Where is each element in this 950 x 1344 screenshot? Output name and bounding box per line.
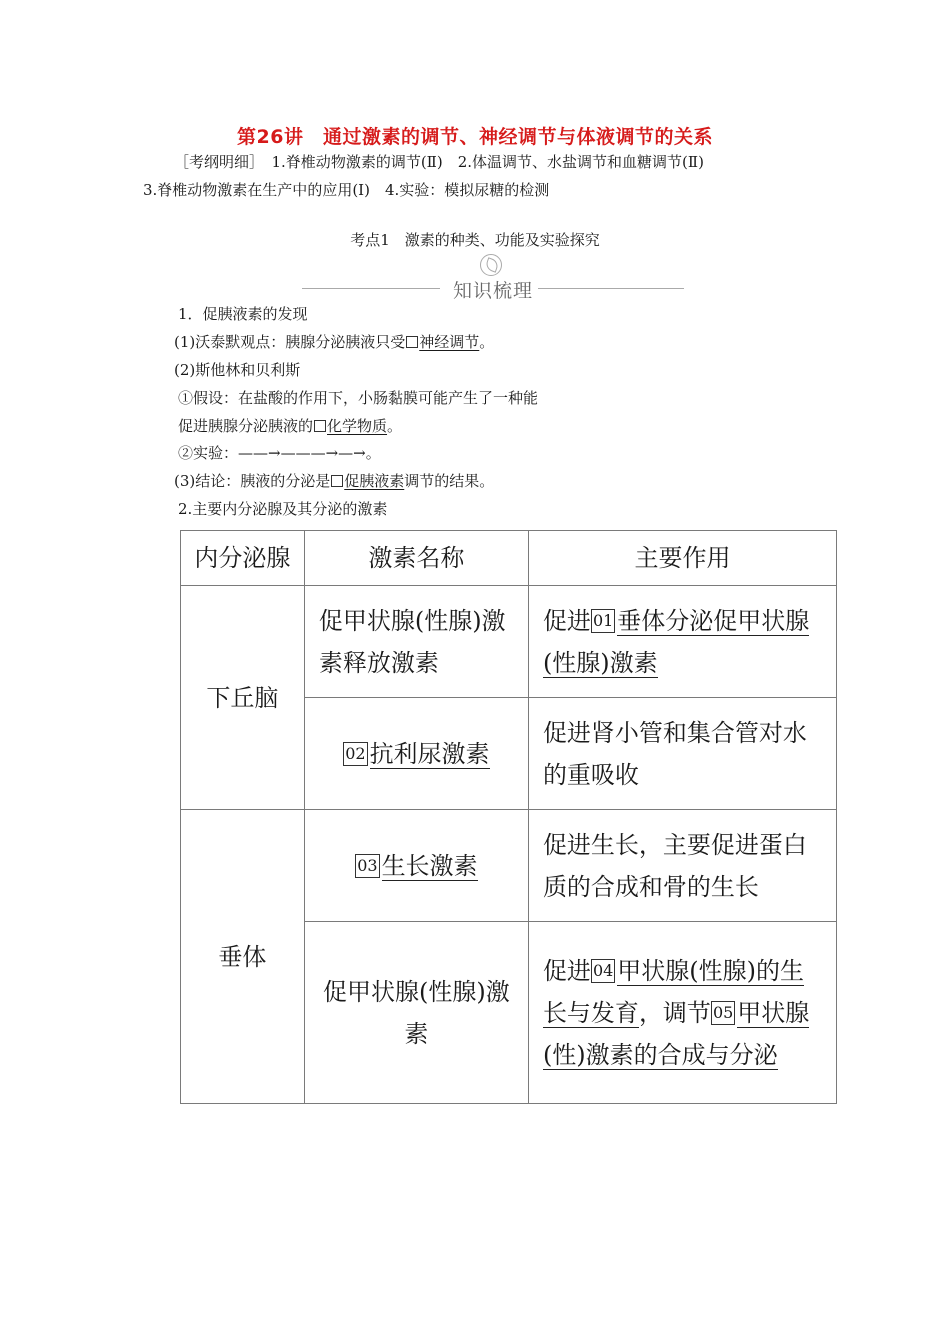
answer-box [331,475,343,487]
para-2 [174,332,494,352]
function-cell [528,586,836,698]
table-row [181,810,837,922]
lecture-title: 第26讲 通过激素的调节、神经调节与体液调节的关系 [237,126,713,148]
blank-number: 02 [343,742,367,766]
hormone-cell: 促甲状腺(性腺)激素 [304,922,528,1104]
hormone-cell: 促甲状腺(性腺)激素释放激素 [304,586,528,698]
para-2-prefix: (1)沃泰默观点：胰腺分泌胰液只受 [174,333,406,351]
func-mid: ，调节 [638,998,711,1027]
para-2-answer: 神经调节 [419,333,480,351]
blank-number: 04 [591,959,615,983]
para-5-answer: 化学物质 [327,417,388,435]
para-5-suffix: 。 [387,417,403,435]
para-1: 1．促胰液素的发现 [178,305,308,323]
function-cell: 促进肾小管和集合管对水的重吸收 [528,698,836,810]
function-cell: 促进生长，主要促进蛋白质的合成和骨的生长 [528,810,836,922]
banner-rule-right [538,288,684,289]
hormone-answer: 生长激素 [381,851,478,880]
table-header-row [181,531,837,586]
hormone-cell [304,698,528,810]
section-heading: 考点1 激素的种类、功能及实验探究 [350,231,600,249]
func-prefix: 促进 [542,956,591,985]
para-2-suffix: 。 [479,333,495,351]
leaf-icon [480,254,502,276]
func-answer: 甲状腺(性)激素的合成与分泌 [542,998,810,1069]
table-row [181,586,837,698]
para-3: (2)斯他林和贝利斯 [174,361,301,379]
func-answer: 甲状腺(性腺)的生长与发育 [542,956,805,1027]
para-6: ②实验：——→———→—→。 [178,444,381,462]
para-4: ①假设：在盐酸的作用下，小肠黏膜可能产生了一种能 [178,389,539,407]
para-7-prefix: (3)结论：胰液的分泌是 [174,472,331,490]
para-7 [174,471,494,491]
hormone-cell [304,810,528,922]
header-gland: 内分泌腺 [181,531,305,586]
gland-hormone-table [180,530,837,1104]
answer-box [406,336,418,348]
header-function: 主要作用 [528,531,836,586]
outline-line-1: ［考纲明细］ 1.脊椎动物激素的调节(Ⅱ) 2.体温调节、水盐调节和血糖调节(Ⅱ) [174,153,704,171]
para-8: 2.主要内分泌腺及其分泌的激素 [178,500,388,518]
func-answer: 垂体分泌促甲状腺(性腺)激素 [542,606,810,677]
blank-number: 05 [711,1001,735,1025]
blank-number: 03 [355,854,379,878]
function-cell [528,922,836,1104]
para-7-suffix: 调节的结果。 [404,472,495,490]
answer-box [314,420,326,432]
banner-label: 知识梳理 [452,280,533,302]
knowledge-banner [300,252,686,300]
gland-hypothalamus: 下丘脑 [181,586,305,810]
header-hormone: 激素名称 [304,531,528,586]
gland-pituitary: 垂体 [181,810,305,1104]
para-5 [178,416,402,436]
blank-number: 01 [591,609,615,633]
para-7-answer: 促胰液素 [344,472,405,490]
hormone-answer: 抗利尿激素 [369,739,490,768]
para-5-prefix: 促进胰腺分泌胰液的 [178,417,314,435]
func-prefix: 促进 [542,606,591,635]
outline-line-2: 3.脊椎动物激素在生产中的应用(Ⅰ) 4.实验：模拟尿糖的检测 [143,181,550,199]
